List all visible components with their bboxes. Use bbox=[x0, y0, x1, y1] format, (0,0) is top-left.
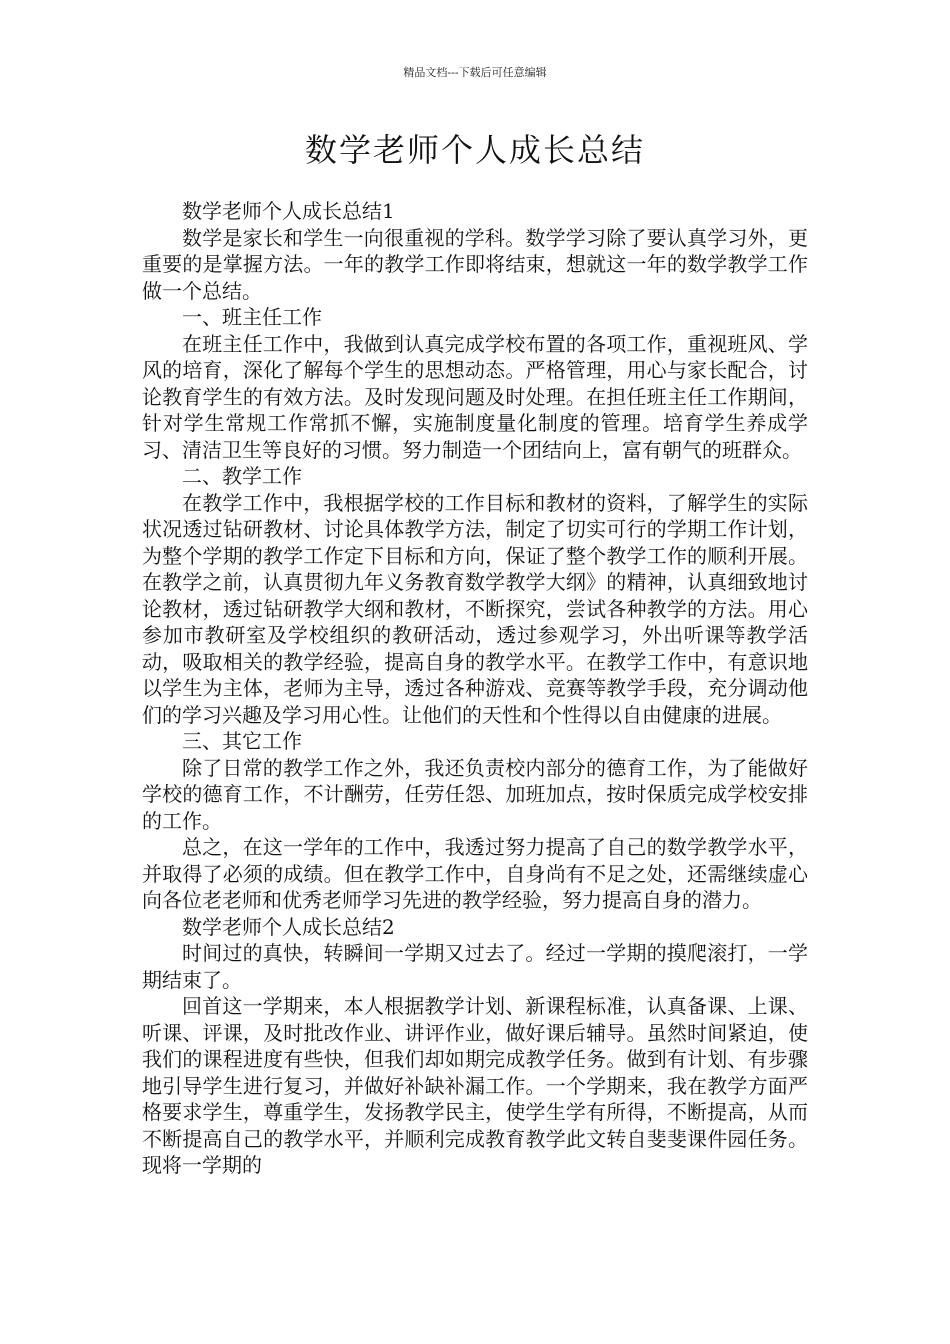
section-heading-summary-2: 数学老师个人成长总结2 bbox=[182, 914, 395, 939]
section-heading-other-work: 三、其它工作 bbox=[182, 729, 302, 753]
paragraph: 总之，在这一学年的工作中，我透过努力提高了自己的数学教学水平，并取得了必须的成绩。但在教学工作中，自身尚有不足之处，还需继续虚心向各位老老师和优秀老师学习先进的教学经验，努力提高自身的潜力。 bbox=[142, 835, 808, 912]
section-heading-teaching: 二、教学工作 bbox=[182, 464, 302, 488]
document-body bbox=[142, 198, 808, 1179]
document-title: 数学老师个人成长总结 bbox=[304, 131, 645, 169]
paragraph: 除了日常的教学工作之外，我还负责校内部分的德育工作，为了能做好学校的德育工作，不计酬劳，任劳任怨、加班加点，按时保质完成学校安排的工作。 bbox=[142, 755, 808, 833]
paragraph: 在教学工作中，我根据学校的工作目标和教材的资料，了解学生的实际状况透过钻研教材、讨论具体教学方法，制定了切实可行的学期工作计划，为整个学期的教学工作定下目标和方向，保证了整个教学工作的顺利开展。在教学之前，认真贯彻九年义务教育数学教学大纲》的精神，认真细致地讨论教材，透过钻研教学大纲和教材，不断探究，尝试各种教学的方法。用心参加市教研室及学校组织的教研活动，透过参观学习，外出听课等教学活动，吸取相关的教学经验，提高自身的教学水平。在教学工作中，有意识地以学生为主体，老师为主导，透过各种游戏、竞赛等教学手段，充分调动他们的学习兴趣及学习用心性。让他们的天性和个性得以自由健康的进展。 bbox=[142, 490, 808, 727]
paragraph: 数学是家长和学生一向很重视的学科。数学学习除了要认真学习外，更重要的是掌握方法。一年的教学工作即将结束，想就这一年的数学教学工作做一个总结。 bbox=[142, 225, 808, 303]
paragraph: 时间过的真快，转瞬间一学期又过去了。经过一学期的摸爬滚打，一学期结束了。 bbox=[142, 941, 808, 992]
paragraph: 在班主任工作中，我做到认真完成学校布置的各项工作，重视班风、学风的培育，深化了解每个学生的思想动态。严格管理，用心与家长配合，讨论教育学生的有效方法。及时发现问题及时处理。在担任班主任工作期间，针对学生常规工作常抓不懈，实施制度量化制度的管理。培育学生养成学习、清洁卫生等良好的习惯。努力制造一个团结向上，富有朝气的班群众。 bbox=[142, 331, 808, 462]
section-heading-class-teacher: 一、班主任工作 bbox=[182, 305, 322, 329]
header-note: 精品文档---下载后可任意编辑 bbox=[403, 66, 547, 79]
paragraph: 回首这一学期来，本人根据教学计划、新课程标准，认真备课、上课、听课、评课，及时批改作业、讲评作业，做好课后辅导。虽然时间紧迫，使我们的课程进度有些快，但我们却如期完成教学任务。做到有计划、有步骤地引导学生进行复习，并做好补缺补漏工作。一个学期来，我在教学方面严格要求学生，尊重学生，发扬教学民主，使学生学有所得，不断提高，从而不断提高自己的教学水平，并顺利完成教育教学此文转自斐斐课件园任务。现将一学期的 bbox=[142, 994, 808, 1177]
section-heading-summary-1: 数学老师个人成长总结1 bbox=[182, 199, 395, 223]
